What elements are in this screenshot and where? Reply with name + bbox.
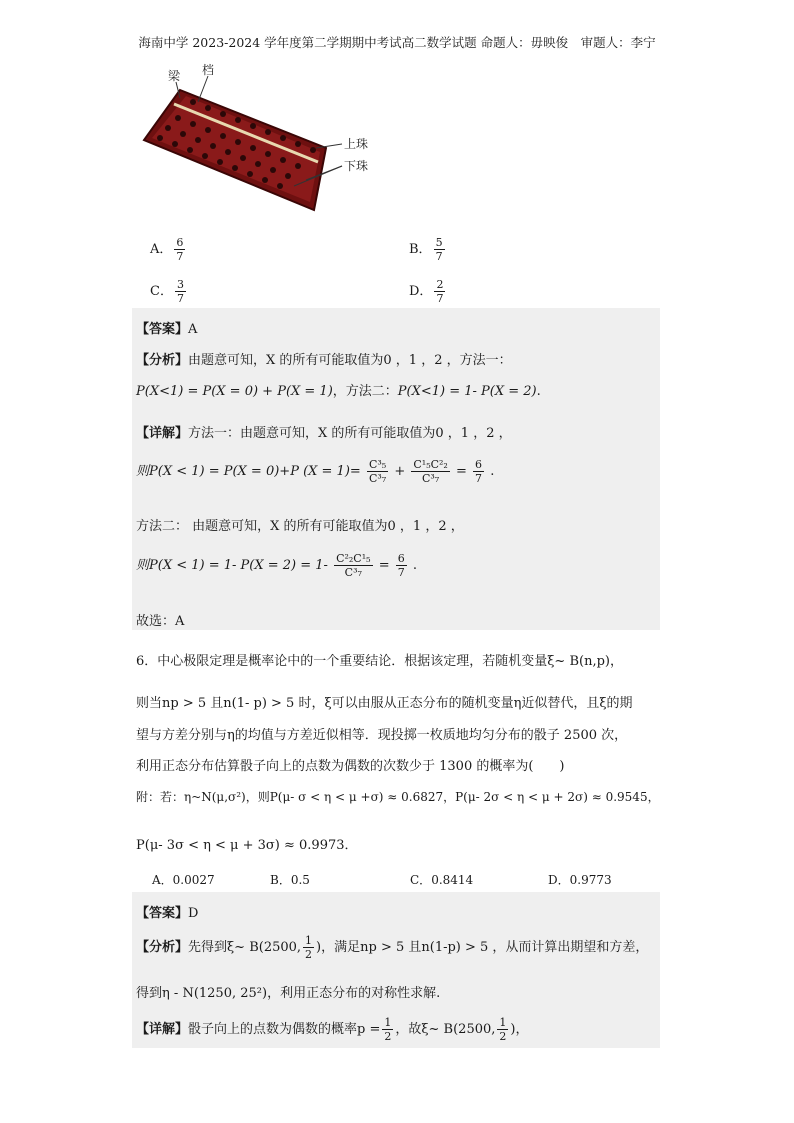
q6-analysis: 【分析】先得到ξ~ B(2500, $\frac{1}{2}$ )，满足np > 5 且n(1-p) > 5 ，从而计算出期望和方差， — [136, 934, 649, 961]
q5-detail-eq2: 则P(X < 1) = 1- P(X = 2) = 1- $\frac{\text{C²₂C¹₅}}{\text{C³₇}}$ = $\frac{6}{7}$ . — [136, 552, 418, 579]
label-dang: 档 — [202, 63, 215, 77]
q6-detail: 【详解】骰子向上的点数为偶数的概率p = $\frac{1}{2}$ ，故ξ~ B(2500, $\frac{1}{2}$ )， — [136, 1016, 529, 1043]
q5-analysis-formulas: P(X<1) = P(X = 0) + P(X = 1)，方法二：P(X<1) = 1- P(X = 2). — [136, 384, 541, 399]
abacus-image — [138, 62, 378, 222]
q6-option-c: C．0.8414 — [410, 873, 474, 887]
q5-option-d: D． $\frac{2}{7}$ — [409, 278, 444, 305]
q5-detail: 【详解】方法一：由题意可知，X 的所有可能取值为0 ，1 ，2 ， — [136, 426, 512, 441]
label-liang: 梁 — [168, 69, 181, 83]
q6-line5: 附：若：η~N(μ,σ²)，则P(μ- σ < η < μ +σ) ≈ 0.6827，P(μ- 2σ < η < μ + 2σ) ≈ 0.9545， — [136, 790, 660, 804]
q5-final: 故选：A — [136, 614, 185, 629]
q6-option-a: A．0.0027 — [152, 873, 215, 887]
q6-option-d: D．0.9773 — [548, 873, 612, 887]
q6-option-b: B．0.5 — [270, 873, 310, 887]
abacus-figure — [138, 62, 378, 222]
q6-analysis-line2: 得到η - N(1250, 25²)，利用正态分布的对称性求解. — [136, 986, 441, 1001]
q6-line3: 望与方差分别与η的均值与方差近似相等．现投掷一枚质地均匀分布的骰子 2500 次， — [136, 728, 628, 743]
q6-line4: 利用正态分布估算骰子向上的点数为偶数的次数少于 1300 的概率为( ) — [136, 759, 565, 774]
q6-line2: 则当np > 5 且n(1- p) > 5 时，ξ可以由服从正态分布的随机变量η近似替代，且ξ的期 — [136, 696, 633, 711]
q5-option-a: A． $\frac{6}{7}$ — [150, 236, 184, 263]
q6-line1: 6．中心极限定理是概率论中的一个重要结论．根据该定理，若随机变量ξ~ B(n,p)， — [136, 654, 623, 669]
q6-answer: 【答案】D — [136, 906, 199, 921]
label-xiazhu: 下珠 — [344, 159, 369, 173]
q5-analysis: 【分析】由题意可知，X 的所有可能取值为0 ，1 ，2 ，方法一： — [136, 353, 512, 368]
q5-method2: 方法二： 由题意可知，X 的所有可能取值为0 ，1 ，2 ， — [136, 519, 464, 534]
page-header: 海南中学 2023-2024 学年度第二学期期中考试高二数学试题 命题人：毋映俊 审题人：李宁 — [138, 35, 656, 50]
q5-option-b: B． $\frac{5}{7}$ — [409, 236, 443, 263]
q5-option-c: C． $\frac{3}{7}$ — [150, 278, 184, 305]
q6-line6: P(μ- 3σ < η < μ + 3σ) ≈ 0.9973． — [136, 838, 358, 853]
label-shangzhu: 上珠 — [344, 137, 369, 151]
q5-detail-eq1: 则P(X < 1) = P(X = 0)+P (X = 1)= $\frac{\text{C³₅}}{\text{C³₇}}$ + $\frac{\text{C¹₅C²₂}}{\text{C³₇}}$ = $\frac{6}{7}$ . — [136, 458, 495, 485]
q5-answer: 【答案】A — [136, 322, 198, 337]
